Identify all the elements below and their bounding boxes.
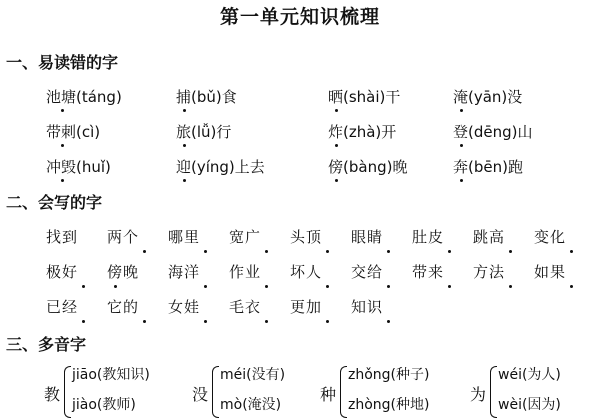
emphasis-dot xyxy=(114,285,117,288)
emphasis-dot xyxy=(387,320,390,323)
emphasis-dot xyxy=(326,250,329,253)
writing-word: 变化 xyxy=(534,228,567,246)
writing-word: 知识 xyxy=(351,298,384,316)
writing-word: 它的 xyxy=(107,298,140,316)
pronunciation-item: 炸(zhà)开 xyxy=(328,123,397,141)
brace-icon xyxy=(64,366,71,418)
polyphonic-reading: zhòng(种地) xyxy=(348,397,430,413)
polyphonic-char: 教 xyxy=(44,385,61,404)
writing-word: 已经 xyxy=(46,298,79,316)
pronunciation-item: 池塘(táng) xyxy=(46,88,122,106)
writing-word: 带来 xyxy=(412,263,445,281)
emphasis-dot xyxy=(387,250,390,253)
emphasis-dot xyxy=(570,250,573,253)
polyphonic-char: 为 xyxy=(470,385,487,404)
polyphonic-reading: wèi(因为) xyxy=(498,397,561,413)
writing-word: 眼睛 xyxy=(351,228,384,246)
emphasis-dot xyxy=(265,250,268,253)
polyphonic-reading: jiāo(教知识) xyxy=(72,367,150,383)
writing-word: 头顶 xyxy=(290,228,323,246)
writing-word: 两个 xyxy=(107,228,140,246)
emphasis-dot xyxy=(335,144,338,147)
writing-word: 找到 xyxy=(46,228,79,246)
emphasis-dot xyxy=(61,109,64,112)
polyphonic-char: 种 xyxy=(320,385,337,404)
emphasis-dot xyxy=(143,250,146,253)
section-heading-pronunciation: 一、易读错的字 xyxy=(6,53,119,72)
emphasis-dot xyxy=(183,109,186,112)
pronunciation-item: 傍(bàng)晚 xyxy=(328,158,408,176)
emphasis-dot xyxy=(204,285,207,288)
pronunciation-item: 捕(bǔ)食 xyxy=(176,88,237,106)
emphasis-dot xyxy=(183,144,186,147)
emphasis-dot xyxy=(509,285,512,288)
emphasis-dot xyxy=(326,320,329,323)
writing-word: 毛衣 xyxy=(229,298,262,316)
section-heading-writing: 二、会写的字 xyxy=(6,193,103,212)
emphasis-dot xyxy=(326,285,329,288)
writing-word: 如果 xyxy=(534,263,567,281)
pronunciation-item: 迎(yíng)上去 xyxy=(176,158,265,176)
writing-word: 傍晚 xyxy=(107,263,140,281)
emphasis-dot xyxy=(570,285,573,288)
writing-word: 海洋 xyxy=(168,263,201,281)
emphasis-dot xyxy=(460,179,463,182)
emphasis-dot xyxy=(448,250,451,253)
emphasis-dot xyxy=(387,285,390,288)
writing-word: 交给 xyxy=(351,263,384,281)
polyphonic-reading: wéi(为人) xyxy=(498,367,561,383)
writing-word: 宽广 xyxy=(229,228,262,246)
emphasis-dot xyxy=(82,285,85,288)
emphasis-dot xyxy=(509,250,512,253)
brace-icon xyxy=(212,366,219,418)
polyphonic-reading: zhǒng(种子) xyxy=(348,367,430,383)
writing-word: 作业 xyxy=(229,263,262,281)
emphasis-dot xyxy=(335,109,338,112)
emphasis-dot xyxy=(460,109,463,112)
writing-word: 极好 xyxy=(46,263,79,281)
writing-word: 更加 xyxy=(290,298,323,316)
writing-word: 方法 xyxy=(473,263,506,281)
emphasis-dot xyxy=(82,320,85,323)
polyphonic-reading: mò(淹没) xyxy=(220,397,282,413)
emphasis-dot xyxy=(265,285,268,288)
page-title: 第一单元知识梳理 xyxy=(219,6,380,28)
emphasis-dot xyxy=(61,179,64,182)
writing-word: 坏人 xyxy=(290,263,323,281)
pronunciation-item: 登(dēng)山 xyxy=(453,123,533,141)
polyphonic-char: 没 xyxy=(192,385,209,404)
writing-word: 女娃 xyxy=(168,298,201,316)
emphasis-dot xyxy=(204,320,207,323)
emphasis-dot xyxy=(448,285,451,288)
emphasis-dot xyxy=(204,250,207,253)
emphasis-dot xyxy=(61,144,64,147)
writing-word: 跳高 xyxy=(473,228,506,246)
writing-word: 肚皮 xyxy=(412,228,445,246)
pronunciation-item: 晒(shài)干 xyxy=(328,88,401,106)
writing-word: 哪里 xyxy=(168,228,201,246)
pronunciation-item: 带刺(cì) xyxy=(46,123,101,141)
emphasis-dot xyxy=(265,320,268,323)
emphasis-dot xyxy=(460,144,463,147)
brace-icon xyxy=(490,366,497,418)
emphasis-dot xyxy=(335,179,338,182)
pronunciation-item: 奔(bēn)跑 xyxy=(453,158,523,176)
emphasis-dot xyxy=(143,320,146,323)
polyphonic-reading: jiào(教师) xyxy=(72,397,136,413)
pronunciation-item: 旅(lǚ)行 xyxy=(176,123,232,141)
section-heading-polyphonic: 三、多音字 xyxy=(6,335,87,354)
pronunciation-item: 淹(yān)没 xyxy=(453,88,523,106)
brace-icon xyxy=(340,366,347,418)
emphasis-dot xyxy=(183,179,186,182)
polyphonic-reading: méi(没有) xyxy=(220,367,286,383)
pronunciation-item: 冲毁(huǐ) xyxy=(46,158,111,176)
